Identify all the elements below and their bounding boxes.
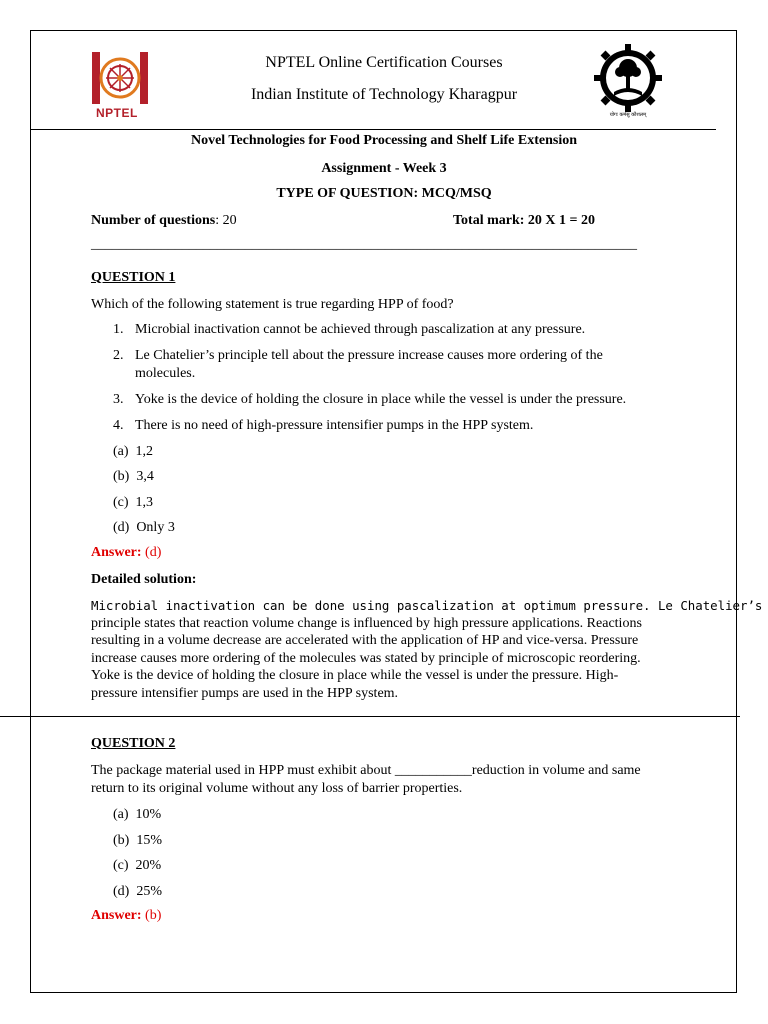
solution-body: [91, 597, 763, 702]
answer-label: Answer:: [91, 908, 142, 923]
q1-option-a: (a) 1,2: [113, 444, 154, 459]
q1-option-c: (c) 1,3: [113, 495, 154, 510]
q1-statement-2-cont: molecules.: [135, 366, 196, 381]
q1-statement-2: [113, 347, 603, 365]
statement-text: Yoke is the device of holding the closure in place while the vessel is under the pressure.: [135, 392, 627, 407]
statement-text: There is no need of high-pressure intensifier pumps in the HPP system.: [135, 418, 534, 433]
q1-option-b: (b) 3,4: [113, 469, 154, 484]
separator-line: ______________________________________________________________________________: [91, 237, 637, 252]
question-1-heading: QUESTION 1: [91, 270, 176, 285]
question-type: TYPE OF QUESTION: MCQ/MSQ: [276, 186, 492, 201]
section-divider: [0, 716, 740, 717]
question-2-prompt-line-1: The package material used in HPP must exhibit about ___________reduction in volume and same: [91, 763, 641, 778]
num-questions-label: Number of questions: [91, 213, 216, 228]
statement-text: Microbial inactivation cannot be achieved through pascalization at any pressure.: [135, 322, 586, 337]
q2-option-c: (c) 20%: [113, 858, 162, 873]
solution-line: resulting in a volume decrease are accelerated with the application of HP and vice-versa. Pressure: [91, 633, 639, 648]
statement-number: 3.: [113, 392, 124, 407]
q2-option-d: (d) 25%: [113, 884, 162, 899]
q1-statement-1: [113, 321, 585, 339]
q1-statement-4: [113, 417, 533, 435]
solution-line: principle states that reaction volume change is influenced by high pressure applications. Reactions: [91, 615, 642, 631]
statement-number: 2.: [113, 348, 124, 363]
question-1-prompt: Which of the following statement is true regarding HPP of food?: [91, 297, 454, 312]
header-divider: [30, 129, 716, 130]
q1-option-d: (d) Only 3: [113, 520, 175, 535]
total-mark: Total mark: 20 X 1 = 20: [453, 213, 596, 228]
solution-heading: Detailed solution:: [91, 572, 197, 587]
solution-line: increase causes more ordering of the molecules was stated by principle of microscopic reordering.: [91, 650, 641, 666]
solution-line: pressure intensifier pumps are used in the HPP system.: [91, 685, 399, 701]
statement-number: 4.: [113, 418, 124, 433]
q2-answer: [91, 908, 161, 924]
assignment-title: Assignment - Week 3: [321, 161, 447, 176]
solution-line: Microbial inactivation can be done using pascalization at optimum pressure. Le Chatelier’s: [91, 598, 763, 613]
emblem-motto: योगः कर्मसु कौशलम्: [609, 112, 647, 118]
header-line-2: Indian Institute of Technology Kharagpur: [250, 86, 518, 103]
solution-line: Yoke is the device of holding the closure in place while the vessel is under the pressure. High-: [91, 668, 619, 683]
answer-value: (b): [145, 908, 162, 923]
answer-label: Answer:: [91, 545, 142, 560]
number-of-questions: [91, 212, 237, 230]
nptel-logo-text: NPTEL: [96, 106, 138, 120]
course-title: Novel Technologies for Food Processing and Shelf Life Extension: [190, 133, 578, 148]
q1-answer: [91, 545, 161, 561]
q2-option-a: (a) 10%: [113, 807, 162, 822]
answer-value: (d): [145, 545, 162, 560]
question-2-prompt-line-2: return to its original volume without any loss of barrier properties.: [91, 781, 463, 796]
q2-option-b: (b) 15%: [113, 833, 162, 848]
q1-statement-3: [113, 391, 626, 409]
statement-number: 1.: [113, 322, 124, 337]
num-questions-value: : 20: [215, 213, 237, 228]
header-line-1: NPTEL Online Certification Courses: [265, 54, 503, 71]
statement-text: Le Chatelier’s principle tell about the pressure increase causes more ordering of the: [135, 348, 603, 363]
question-2-heading: QUESTION 2: [91, 736, 176, 751]
